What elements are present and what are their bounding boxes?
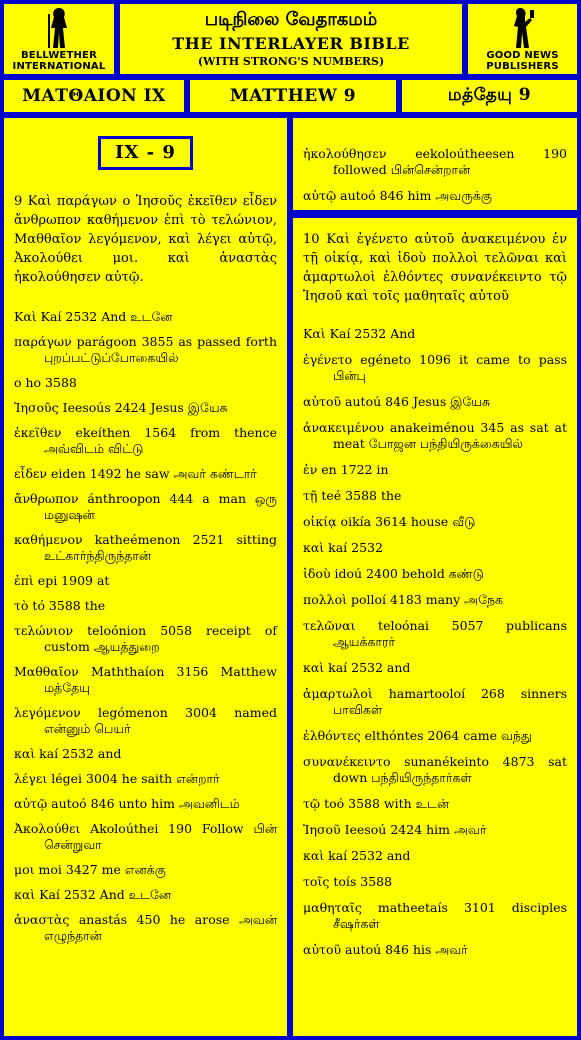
word-entry: εἶδεν eiden 1492 he saw அவர் கண்டார் (14, 466, 257, 481)
word-entry: ἠκολούθησεν eekoloútheesen 190 followed பின்சென்றான் (303, 146, 567, 177)
word-entry: ἰδοὺ idoú 2400 behold கண்டு (303, 566, 484, 581)
ref-greek: ΜΑΤΘΑΙΟΝ IX (2, 78, 186, 114)
word-entry: Καὶ Kaí 2532 And (303, 326, 416, 341)
word-entry: Ἰησοῦ Ieesoú 2424 him அவர் (303, 822, 487, 837)
word-entry: ἀναστὰς anastás 450 he arose அவன் எழுந்தான் (14, 912, 277, 943)
verse-9-entries (14, 309, 277, 944)
word-entry: Μαθθαῖον Maththaíon 3156 Matthew மத்தேயு (14, 664, 277, 695)
verse-9-text: 9 Καὶ παράγων ο Ἰησοῦς ἐκεῖθεν εἶδεν ἄνθρωπον καθήμενον ἐπὶ τὸ τελώνιον, Μαθθαῖον λεγόμενον, καὶ λέγει αὐτῷ, Ἀκολούθει μοι. καὶ ἀναστὰς ἠκολούθησεν αὐτῷ. (14, 194, 277, 285)
word-entry: συνανέκειντο sunanékeinto 4873 sat down பந்தியிருந்தார்கள் (303, 754, 567, 785)
title-banner (118, 2, 464, 76)
word-entry: μαθηταῖς matheetaís 3101 disciples சீஷர்கள் (303, 900, 567, 931)
ref-english: MATTHEW 9 (188, 78, 398, 114)
word-entry: ἐκεῖθεν ekeíthen 1564 from thence அவ்விடம் விட்டு (14, 425, 277, 456)
title-subtitle: (WITH STRONG'S NUMBERS) (197, 55, 385, 68)
word-entry: καθήμενον katheémenon 2521 sitting உட்கார்ந்திருந்தான் (14, 532, 277, 563)
bellwether-logo (2, 2, 116, 76)
word-entry: ἐπὶ epi 1909 at (14, 573, 110, 588)
word-entry: αὐτοῦ autoú 846 Jesus இயேசு (303, 394, 491, 409)
left-column (2, 116, 289, 1038)
word-entry: ἐλθόντες elthóntes 2064 came வந்து (303, 728, 532, 743)
word-entry: ἁμαρτωλοὶ hamartooloí 268 sinners பாவிகள் (303, 686, 567, 717)
word-entry: τελώνιον teloónion 5058 receipt of custom ஆயத்துறை (14, 623, 277, 654)
word-entry: αὐτῷ autoó 846 him அவருக்கு (303, 188, 492, 203)
word-entry: λέγει légei 3004 he saith என்றார் (14, 771, 220, 786)
word-entry: Καὶ Kaí 2532 And உடனே (14, 309, 173, 324)
right-logo-line-2: PUBLISHERS (486, 61, 559, 72)
word-entry: ἄνθρωπον ánthroopon 444 a man ஒரு மனுஷன் (14, 491, 277, 522)
ref-tamil: மத்தேயு 9 (400, 78, 579, 114)
right-column (291, 216, 579, 1038)
word-entry: ο ho 3588 (14, 375, 77, 390)
word-entry: μοι moi 3427 me எனக்கு (14, 862, 166, 877)
word-entry: ἐγένετο egéneto 1096 it came to pass பின்பு (303, 352, 567, 383)
word-entry: ἀνακειμένου anakeiménou 345 as sat at meat போஜன பந்தியிருக்கையில் (303, 420, 567, 451)
title-english: THE INTERLAYER BIBLE (172, 34, 410, 53)
chapter-label: IX - 9 (98, 136, 193, 170)
word-entry: οἰκίᾳ oikía 3614 house வீடு (303, 514, 476, 529)
word-entry: Ἀκολούθει Akoloúthei 190 Follow பின் சென்றுவா (14, 821, 277, 852)
word-entry: τῇ teé 3588 the (303, 488, 402, 503)
shepherd-icon (46, 6, 72, 50)
word-entry: τοῖς toís 3588 (303, 874, 393, 889)
word-entry: Ἰησοῦς Ieesoús 2424 Jesus இயேசு (14, 400, 228, 415)
word-entry: λεγόμενον legómenon 3004 named என்னும் பெயர் (14, 705, 277, 736)
word-entry: ἐν en 1722 in (303, 462, 389, 477)
left-logo-line-1: BELLWETHER (20, 50, 97, 61)
verse-9-continued-entries (303, 146, 567, 204)
right-logo-line-1: GOOD NEWS (486, 50, 559, 61)
word-entry: πολλοὶ polloí 4183 many அநேக (303, 592, 503, 607)
right-top-column (291, 116, 579, 212)
good-news-logo (466, 2, 579, 76)
word-entry: παράγων parágoon 3855 as passed forth புறப்பட்டுப்போகையில் (14, 334, 277, 365)
word-entry: τῷ toó 3588 with உடன் (303, 796, 450, 811)
left-logo-line-2: INTERNATIONAL (12, 61, 106, 72)
title-tamil: படிநிலை வேதாகமம் (204, 9, 378, 30)
word-entry: καὶ kaí 2532 and (303, 660, 411, 675)
word-entry: τὸ tó 3588 the (14, 598, 106, 613)
word-entry: καὶ kaí 2532 and (303, 848, 411, 863)
word-entry: αὐτοῦ autoú 846 his அவர் (303, 942, 468, 957)
messenger-icon (510, 6, 536, 50)
word-entry: καὶ kaí 2532 and (14, 746, 122, 761)
verse-10-text: 10 Καὶ ἐγένετο αὐτοῦ ἀνακειμένου ἐν τῇ οἰκίᾳ, καὶ ἰδοὺ πολλοὶ τελῶναι καὶ ἁμαρτωλοὶ ἐλθόντες συνανέκειντο τῷ Ἰησοῦ καὶ τοῖς μαθηταῖς αὐτοῦ (303, 232, 567, 304)
verse-10-entries (303, 326, 567, 958)
word-entry: τελῶναι teloónai 5057 publicans ஆயக்காரர் (303, 618, 567, 649)
word-entry: καὶ kaí 2532 (303, 540, 383, 555)
word-entry: καὶ Kaí 2532 And உடனே (14, 887, 172, 902)
word-entry: αὐτῷ autoó 846 unto him அவனிடம் (14, 796, 240, 811)
